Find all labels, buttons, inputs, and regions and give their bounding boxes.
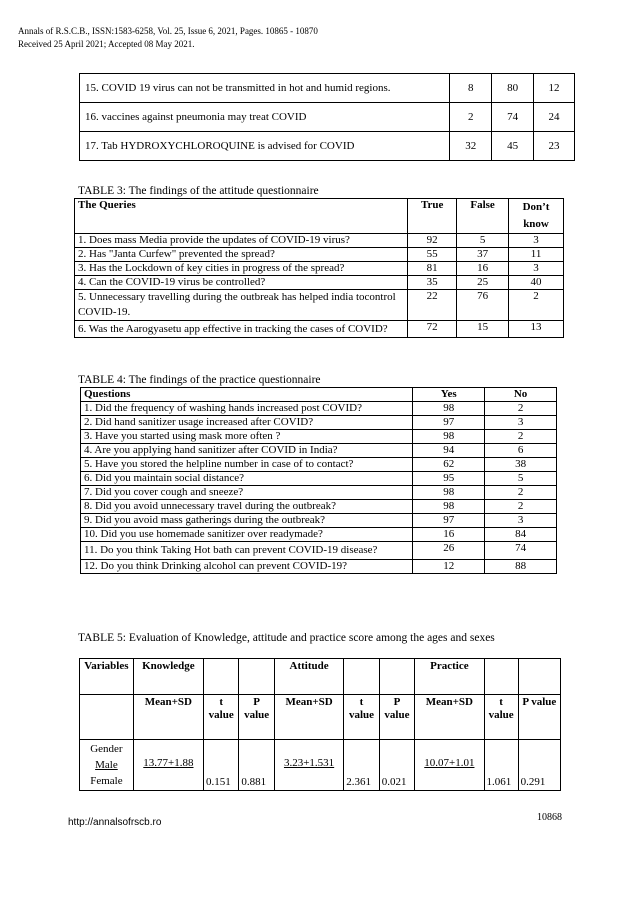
false-cell: 15 (457, 321, 509, 338)
question-cell: 1. Did the frequency of washing hands increased post COVID? (81, 402, 413, 416)
table-header-row (80, 659, 561, 695)
value-cell: 23 (534, 132, 575, 161)
false-cell: 25 (457, 276, 509, 290)
no-cell: 74 (485, 542, 557, 560)
no-cell: 2 (485, 500, 557, 514)
value-cell: 2 (450, 103, 492, 132)
header-practice: Practice (415, 659, 484, 695)
header-true: True (408, 199, 457, 234)
female-label: Female (90, 775, 123, 787)
header-practice-p-value: P value (518, 695, 560, 740)
header-knowledge-p-value: P value (239, 695, 274, 740)
footer-url: http://annalsofrscb.ro (68, 817, 162, 828)
header-attitude-p-value: P value (379, 695, 414, 740)
false-cell: 5 (457, 234, 509, 248)
question-cell: 6. Was the Aarogyasetu app effective in tracking the cases of COVID? (75, 321, 408, 338)
male-label: Male (95, 759, 118, 771)
no-cell: 6 (485, 444, 557, 458)
header-yes: Yes (413, 388, 485, 402)
practice-t-cell: 1.061 (484, 740, 518, 791)
knowledge-t-cell: 0.151 (203, 740, 238, 791)
question-cell: 2. Did hand sanitizer usage increased after COVID? (81, 416, 413, 430)
header-attitude-mean-sd: Mean+SD (274, 695, 343, 740)
table-3-attitude (74, 198, 564, 338)
question-cell: 17. Tab HYDROXYCHLOROQUINE is advised for COVID (80, 132, 450, 161)
attitude-mean-cell: 3.23+1.531 (274, 740, 343, 791)
dont-know-cell: 3 (509, 234, 564, 248)
table-row (80, 132, 575, 161)
knowledge-p-cell: 0.881 (239, 740, 274, 791)
question-cell: 9. Did you avoid mass gatherings during the outbreak? (81, 514, 413, 528)
question-cell: 7. Did you cover cough and sneeze? (81, 486, 413, 500)
true-cell: 92 (408, 234, 457, 248)
header-false: False (457, 199, 509, 234)
question-cell: 1. Does mass Media provide the updates of COVID-19 virus? (75, 234, 408, 248)
journal-citation: Annals of R.S.C.B., ISSN:1583-6258, Vol. 25, Issue 6, 2021, Pages. 10865 - 10870 (18, 26, 318, 36)
yes-cell: 95 (413, 472, 485, 486)
dont-know-cell: 3 (509, 262, 564, 276)
question-cell: 3. Have you started using mask more often ? (81, 430, 413, 444)
table-header-row (81, 388, 557, 402)
header-knowledge-mean-sd: Mean+SD (133, 695, 203, 740)
table-row (80, 740, 561, 791)
header-knowledge-t-value: t value (203, 695, 238, 740)
yes-cell: 98 (413, 500, 485, 514)
table-row (81, 560, 557, 574)
table-row (75, 276, 564, 290)
yes-cell: 12 (413, 560, 485, 574)
journal-header (18, 25, 318, 51)
table-row (75, 321, 564, 338)
dont-know-cell: 2 (509, 290, 564, 321)
question-cell: 11. Do you think Taking Hot bath can prevent COVID-19 disease? (81, 542, 413, 560)
header-variables: Variables (80, 659, 134, 695)
table-2-continuation (79, 73, 575, 161)
page-number: 10868 (537, 812, 562, 823)
question-cell: 10. Did you use homemade sanitizer over readymade? (81, 528, 413, 542)
yes-cell: 98 (413, 486, 485, 500)
gender-cell (80, 740, 134, 791)
table-row (81, 416, 557, 430)
question-cell: 5. Unnecessary travelling during the outbreak has helped india tocontrol COVID-19. (75, 290, 408, 321)
false-cell: 16 (457, 262, 509, 276)
yes-cell: 98 (413, 430, 485, 444)
header-no: No (485, 388, 557, 402)
no-cell: 38 (485, 458, 557, 472)
no-cell: 3 (485, 514, 557, 528)
practice-p-cell: 0.291 (518, 740, 560, 791)
table-row (81, 402, 557, 416)
yes-cell: 26 (413, 542, 485, 560)
false-cell: 76 (457, 290, 509, 321)
table-3-caption: TABLE 3: The findings of the attitude questionnaire (78, 185, 319, 197)
table-row (81, 444, 557, 458)
attitude-t-cell: 2.361 (344, 740, 379, 791)
value-cell: 45 (492, 132, 534, 161)
table-row (75, 234, 564, 248)
table-row (81, 542, 557, 560)
header-attitude: Attitude (274, 659, 343, 695)
table-row (81, 528, 557, 542)
value-cell: 24 (534, 103, 575, 132)
no-cell: 3 (485, 416, 557, 430)
attitude-p-cell: 0.021 (379, 740, 414, 791)
true-cell: 22 (408, 290, 457, 321)
table-header-row (75, 199, 564, 234)
question-cell: 16. vaccines against pneumonia may treat COVID (80, 103, 450, 132)
table-row (81, 514, 557, 528)
table-subheader-row (80, 695, 561, 740)
header-dont-know: Don’t know (509, 199, 564, 234)
no-cell: 2 (485, 430, 557, 444)
question-cell: 5. Have you stored the helpline number in case of to contact? (81, 458, 413, 472)
no-cell: 5 (485, 472, 557, 486)
table-row (81, 430, 557, 444)
table-row (80, 103, 575, 132)
yes-cell: 97 (413, 514, 485, 528)
true-cell: 72 (408, 321, 457, 338)
table-row (80, 74, 575, 103)
header-knowledge: Knowledge (133, 659, 203, 695)
table-row (81, 486, 557, 500)
no-cell: 2 (485, 486, 557, 500)
question-cell: 15. COVID 19 virus can not be transmitted in hot and humid regions. (80, 74, 450, 103)
table-4-practice (80, 387, 557, 574)
table-5-caption: TABLE 5: Evaluation of Knowledge, attitude and practice score among the ages and sexes (78, 632, 495, 644)
practice-mean-cell: 10.07+1.01 (415, 740, 484, 791)
header-queries: The Queries (75, 199, 408, 234)
question-cell: 6. Did you maintain social distance? (81, 472, 413, 486)
question-cell: 2. Has "Janta Curfew" prevented the spread? (75, 248, 408, 262)
table-row (75, 262, 564, 276)
no-cell: 2 (485, 402, 557, 416)
value-cell: 12 (534, 74, 575, 103)
value-cell: 32 (450, 132, 492, 161)
false-cell: 37 (457, 248, 509, 262)
table-4-caption: TABLE 4: The findings of the practice questionnaire (78, 374, 321, 386)
true-cell: 55 (408, 248, 457, 262)
dont-know-cell: 13 (509, 321, 564, 338)
table-row (75, 248, 564, 262)
table-row (81, 472, 557, 486)
question-cell: 4. Can the COVID-19 virus be controlled? (75, 276, 408, 290)
value-cell: 8 (450, 74, 492, 103)
true-cell: 81 (408, 262, 457, 276)
value-cell: 74 (492, 103, 534, 132)
yes-cell: 98 (413, 402, 485, 416)
table-row (75, 290, 564, 321)
table-row (81, 458, 557, 472)
yes-cell: 62 (413, 458, 485, 472)
question-cell: 8. Did you avoid unnecessary travel during the outbreak? (81, 500, 413, 514)
table-5-kap-scores (79, 658, 561, 791)
header-practice-mean-sd: Mean+SD (415, 695, 484, 740)
dont-know-cell: 11 (509, 248, 564, 262)
header-practice-t-value: t value (484, 695, 518, 740)
header-attitude-t-value: t value (344, 695, 379, 740)
dont-know-cell: 40 (509, 276, 564, 290)
received-accepted-dates: Received 25 April 2021; Accepted 08 May 2021. (18, 39, 195, 49)
yes-cell: 16 (413, 528, 485, 542)
question-cell: 4. Are you applying hand sanitizer after COVID in India? (81, 444, 413, 458)
no-cell: 84 (485, 528, 557, 542)
yes-cell: 97 (413, 416, 485, 430)
value-cell: 80 (492, 74, 534, 103)
yes-cell: 94 (413, 444, 485, 458)
header-questions: Questions (81, 388, 413, 402)
table-row (81, 500, 557, 514)
no-cell: 88 (485, 560, 557, 574)
question-cell: 12. Do you think Drinking alcohol can prevent COVID-19? (81, 560, 413, 574)
question-cell: 3. Has the Lockdown of key cities in progress of the spread? (75, 262, 408, 276)
knowledge-mean-cell: 13.77+1.88 (133, 740, 203, 791)
gender-label: Gender (90, 743, 123, 755)
true-cell: 35 (408, 276, 457, 290)
